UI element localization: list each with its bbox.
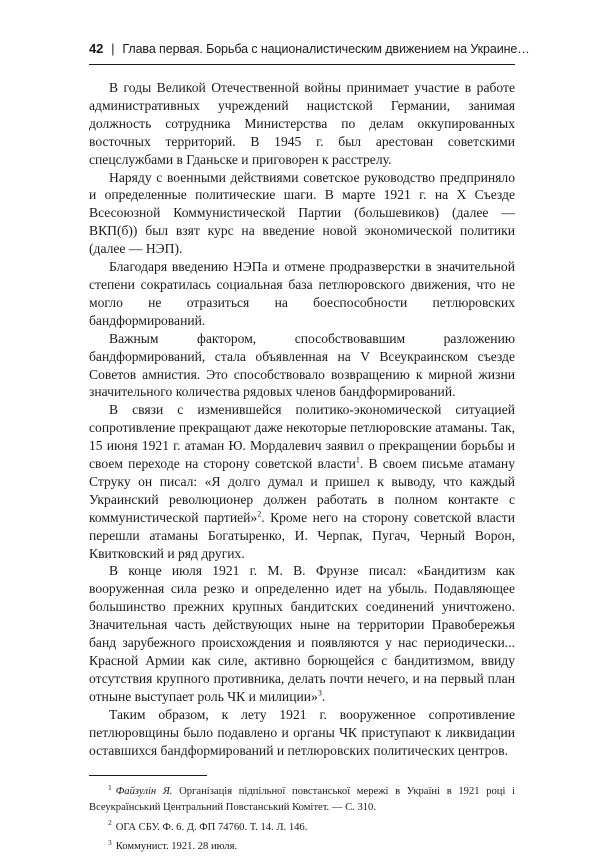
book-page	[89, 40, 530, 859]
footnote	[89, 784, 515, 815]
footnote-text: Коммунист. 1921. 28 июля.	[115, 841, 238, 853]
paragraph: В годы Великой Отечественной войны принимает участие в работе административных учреждений нацистской Германии, занимая должность сотрудника Министерства по делам оккупированных восточных территорий. В 1945 г. был арестован советскими спецслужбами в Гданьске и приговорен к расстрелу.	[89, 80, 515, 167]
paragraph-text: В конце июля 1921 г. М. В. Фрунзе писал: «Бандитизм как вооруженная сила резко и определенно идет на убыль. Подавляющее большинство прежних крупных бандитских соединений уничтожено. Значительная часть действующих ныне на территории Правобережья банд зарубежного происхождения и появляются у нас периодически... Красной Армии как силе, активно борющейся с бандитизмом, ввиду отсутствия крупного противника, делать почти нечего, и на первый план отныне выступает роль ЧК и милиции»	[89, 563, 515, 704]
header-rule	[89, 64, 515, 65]
footnote-reference: 1	[355, 455, 360, 465]
paragraph-text: . Кроме него на сторону советской власти перешли атаманы Богатыренко, И. Черпак, Пугач, Черный Ворон, Квитковский и ряд других.	[89, 509, 515, 561]
header-separator: |	[111, 42, 115, 56]
footnote-number: 3	[108, 837, 112, 847]
paragraph	[89, 401, 515, 562]
page-number: 42	[89, 41, 104, 56]
footnote-text: ОГА СБУ. Ф. 6. Д. ФП 74760. Т. 14. Л. 146.	[115, 821, 308, 833]
paragraph: Благодаря введению НЭПа и отмене продразверстки в значительной степени сократилась социальная база петлюровского движения, что не могло не отразиться на боеспособности петлюровских бандформирований.	[89, 259, 515, 328]
footnote	[89, 839, 515, 855]
footnote-reference: 3	[317, 688, 322, 698]
footnotes	[89, 784, 515, 854]
footnote-reference: 2	[257, 509, 262, 519]
paragraph: Важным фактором, способствовавшим разложению бандформирований, стала объявленная на V Всеукраинском съезде Советов амнистия. Это способствовало возвращению к мирной жизни значительного количества рядовых членов бандформирований.	[89, 330, 515, 400]
paragraph: Таким образом, к лету 1921 г. вооруженное сопротивление петлюровщины было подавлено и органы ЧК приступают к ликвидации оставшихся бандформирований и петлюровских политических центров.	[89, 706, 515, 758]
running-head	[89, 40, 530, 60]
footnote-text: Організація підпільної повстанської мережі в Україні в 1921 році і Всеукраїнський Центральний Повстанський Комітет. — С. 310.	[89, 786, 515, 814]
paragraph: Наряду с военными действиями советское руководство предприняло и определенные политические шаги. В марте 1921 г. на X Съезде Всесоюзной Коммунистической Партии (большевиков) (далее — ВКП(б)) был взят курс на введение новой экономической политики (далее — НЭП).	[89, 169, 515, 257]
paragraph	[89, 562, 515, 705]
body-text	[89, 79, 515, 759]
footnote-number: 1	[108, 782, 112, 792]
chapter-title: Глава первая. Борьба с националистическим движением на Украине…	[122, 42, 530, 56]
footnote-author: Файзулін Я.	[115, 786, 173, 798]
footnote	[89, 820, 515, 836]
footnote-number: 2	[108, 818, 112, 828]
footnote-rule	[89, 775, 207, 776]
paragraph-text: .	[321, 688, 326, 704]
paragraph-text: . В своем письме атаману Струку он писал: «Я долго думал и пришел к выводу, что каждый Украинский революционер должен работать в полном контакте с коммунистической партией»	[89, 456, 515, 525]
paragraph-text: В связи с изменившейся политико-экономической ситуацией сопротивление прекращают даже некоторые петлюровские атаманы. Так, 15 июня 1921 г. атаман Ю. Мордалевич заявил о прекращении борьбы и своем переходе на сторону советской власти	[89, 402, 515, 472]
